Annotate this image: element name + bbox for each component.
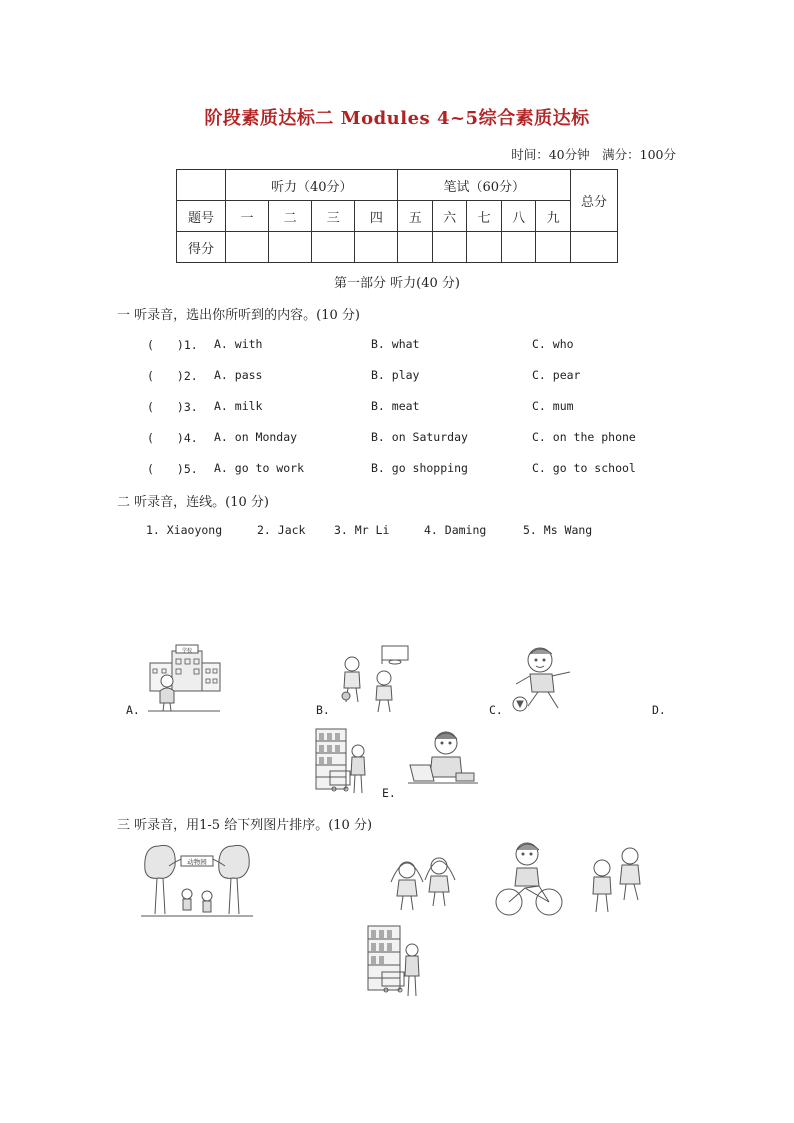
picture-man-computer[interactable] [404,727,480,789]
q1-option-a: A. with [214,337,263,351]
total-header: 总分 [571,170,618,232]
picture-label-c: C. [489,703,503,717]
zoo-sign: 动物园 [187,858,207,866]
score-cell[interactable] [398,232,432,263]
score-row-label: 得分 [177,232,226,263]
listening-header: 听力（40分） [226,170,398,201]
writing-header: 笔试（60分） [398,170,571,201]
q1-option-b: B. play [371,368,420,382]
picture-label-b: B. [316,703,330,717]
school-sign: 学校 [181,648,193,654]
part1-title: 第一部分 听力(40 分) [334,276,460,291]
picture-riding-bike[interactable] [495,840,563,918]
q1-item-bracket[interactable]: ( )4. [147,431,198,445]
picture-label-a: A. [126,703,140,717]
question-number: 七 [467,201,501,232]
q1-option-a: A. milk [214,399,263,413]
score-cell[interactable] [467,232,501,263]
q1-item-bracket[interactable]: ( )3. [147,400,198,414]
score-cell[interactable] [432,232,466,263]
picture-label-e: E. [382,786,396,800]
q1-option-b: B. meat [371,399,420,413]
page-title: 阶段素质达标二 Modules 4~5综合素质达标 [204,108,590,129]
score-table [176,169,618,263]
q1-item-bracket[interactable]: ( )2. [147,369,198,383]
score-table-corner [177,170,226,201]
question-number: 九 [536,201,571,232]
q1-option-b: B. on Saturday [371,430,468,444]
q1-option-a: A. pass [214,368,263,382]
q1-item-bracket[interactable]: ( )1. [147,338,198,352]
score-cell[interactable] [355,232,398,263]
question-number: 八 [501,201,535,232]
score-cell[interactable] [269,232,312,263]
q1-option-b: B. what [371,337,420,351]
picture-supermarket[interactable] [366,924,424,1000]
question-number: 二 [269,201,312,232]
picture-supermarket-shopping[interactable] [314,727,370,797]
q1-item-bracket[interactable]: ( )5. [147,462,198,476]
q1-option-a: A. on Monday [214,430,298,444]
q2-name[interactable]: 1. Xiaoyong [146,523,223,537]
q1-heading: 一 听录音，选出你所听到的内容。(10 分) [117,308,360,323]
score-cell[interactable] [226,232,269,263]
score-cell[interactable] [536,232,571,263]
q1-option-c: C. pear [532,368,581,382]
q3-heading: 三 听录音，用1-5 给下列图片排序。(10 分) [117,818,373,833]
number-row-label: 题号 [177,201,226,232]
picture-label-d: D. [652,703,666,717]
question-number: 四 [355,201,398,232]
q1-option-a: A. go to work [214,461,305,475]
q2-name[interactable]: 5. Ms Wang [523,523,593,537]
q1-option-c: C. on the phone [532,430,636,444]
question-number: 三 [312,201,355,232]
q1-option-c: C. who [532,337,574,351]
question-number: 五 [398,201,432,232]
question-number: 六 [432,201,466,232]
picture-zoo-gate[interactable] [141,840,253,918]
time-and-score-info: 时间：40分钟 满分：100分 [511,147,676,162]
q2-name[interactable]: 4. Daming [424,523,487,537]
picture-school-girl[interactable] [148,643,220,713]
picture-skipping-rope[interactable] [385,852,461,914]
q1-option-b: B. go shopping [371,461,468,475]
picture-football-boy[interactable] [510,644,576,714]
score-cell[interactable] [312,232,355,263]
q2-name[interactable]: 2. Jack [257,523,306,537]
score-cell[interactable] [501,232,535,263]
q2-heading: 二 听录音，连线。(10 分) [117,495,269,510]
q2-name[interactable]: 3. Mr Li [334,523,390,537]
picture-basketball-kids[interactable] [338,644,416,714]
score-cell[interactable] [571,232,618,263]
q1-option-c: C. mum [532,399,574,413]
q1-option-c: C. go to school [532,461,636,475]
picture-kids-walking[interactable] [586,842,646,916]
question-number: 一 [226,201,269,232]
